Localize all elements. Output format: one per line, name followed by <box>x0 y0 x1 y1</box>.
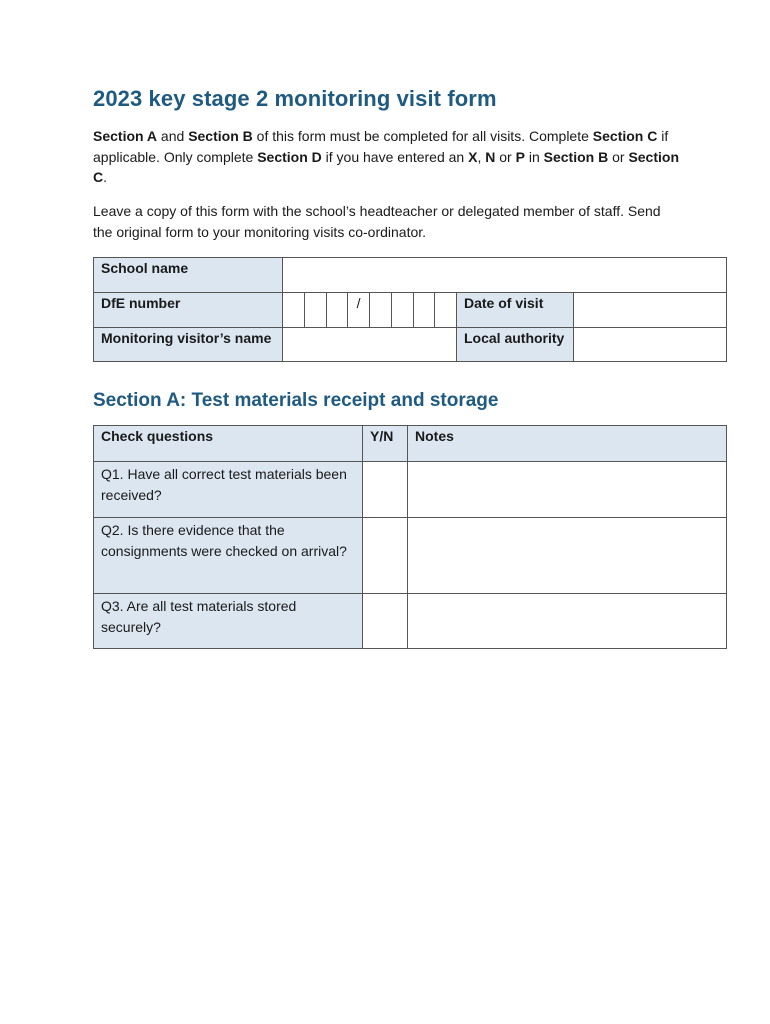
intro-bold-text: Section B <box>188 128 253 144</box>
section-a-table <box>93 425 727 649</box>
local-authority-label: Local authority <box>464 330 565 346</box>
intro-text: and <box>157 128 189 144</box>
table-row <box>94 518 727 594</box>
intro-paragraph-1 <box>93 126 693 188</box>
table-row <box>94 594 727 649</box>
dfe-digit-box[interactable] <box>305 293 327 327</box>
q3-notes-field[interactable] <box>408 594 727 649</box>
header-check-questions-cell <box>94 426 363 462</box>
dfe-separator: / <box>348 293 370 327</box>
question-2: Q2. Is there evidence that the consignments were checked on arrival? <box>94 518 363 594</box>
header-yn-cell <box>363 426 408 462</box>
question-3: Q3. Are all test materials stored securely? <box>94 594 363 649</box>
dfe-digit-box[interactable] <box>414 293 436 327</box>
header-notes-cell <box>408 426 727 462</box>
dfe-digit-box[interactable] <box>435 293 456 327</box>
intro-bold-text: P <box>515 148 525 165</box>
q1-yn-field[interactable] <box>363 462 408 518</box>
dfe-number-label: DfE number <box>101 295 181 311</box>
date-of-visit-label-cell <box>457 293 574 328</box>
dfe-number-field[interactable] <box>283 293 457 328</box>
question-1: Q1. Have all correct test materials been received? <box>94 462 363 518</box>
intro-text: . <box>103 169 108 185</box>
intro-text: or <box>608 148 629 165</box>
school-info-table <box>93 257 727 362</box>
dfe-digit-box[interactable] <box>283 293 305 327</box>
local-authority-field[interactable] <box>574 328 727 362</box>
date-of-visit-label: Date of visit <box>464 295 544 311</box>
dfe-number-label-cell <box>94 293 283 328</box>
q3-yn-field[interactable] <box>363 594 408 649</box>
intro-bold-text: Section B <box>543 148 609 165</box>
intro-text: of this form must be completed for all visits. Complete <box>252 128 593 144</box>
intro-paragraph-2: Leave a copy of this form with the school’s headteacher or delegated member of staff. Send the original form to your monitoring visits co-ordinator. <box>93 203 661 240</box>
school-name-label: School name <box>101 260 189 276</box>
intro-bold-text: Section C <box>93 148 680 185</box>
school-name-label-cell <box>94 258 283 293</box>
visitor-name-field[interactable] <box>283 328 457 362</box>
dfe-digit-box[interactable] <box>370 293 392 327</box>
dfe-digit-box[interactable] <box>327 293 349 327</box>
intro-bold-text: N <box>485 148 496 165</box>
header-yn: Y/N <box>370 428 394 444</box>
intro-text: if you have entered an <box>321 148 469 165</box>
intro-bold-text: Section A <box>93 128 158 144</box>
header-notes: Notes <box>415 428 454 444</box>
intro-bold-text: Section D <box>257 148 322 165</box>
header-check-questions: Check questions <box>101 428 214 444</box>
school-name-field[interactable] <box>283 258 727 293</box>
form-title: 2023 key stage 2 monitoring visit form <box>93 86 497 111</box>
local-authority-label-cell <box>457 328 574 362</box>
intro-text: or <box>495 148 516 165</box>
section-a-heading: Section A: Test materials receipt and storage <box>93 390 499 411</box>
q1-notes-field[interactable] <box>408 462 727 518</box>
dfe-digit-box[interactable] <box>392 293 414 327</box>
intro-text: , <box>477 148 486 165</box>
q2-notes-field[interactable] <box>408 518 727 594</box>
date-of-visit-field[interactable] <box>574 293 727 328</box>
q2-yn-field[interactable] <box>363 518 408 594</box>
visitor-name-label: Monitoring visitor’s name <box>101 330 272 346</box>
table-row <box>94 462 727 518</box>
intro-bold-text: Section C <box>592 128 658 144</box>
intro-bold-text: X <box>468 148 478 165</box>
intro-text: if applicable. Only complete <box>93 128 669 165</box>
visitor-name-label-cell <box>94 328 283 362</box>
intro-text: in <box>524 148 544 165</box>
